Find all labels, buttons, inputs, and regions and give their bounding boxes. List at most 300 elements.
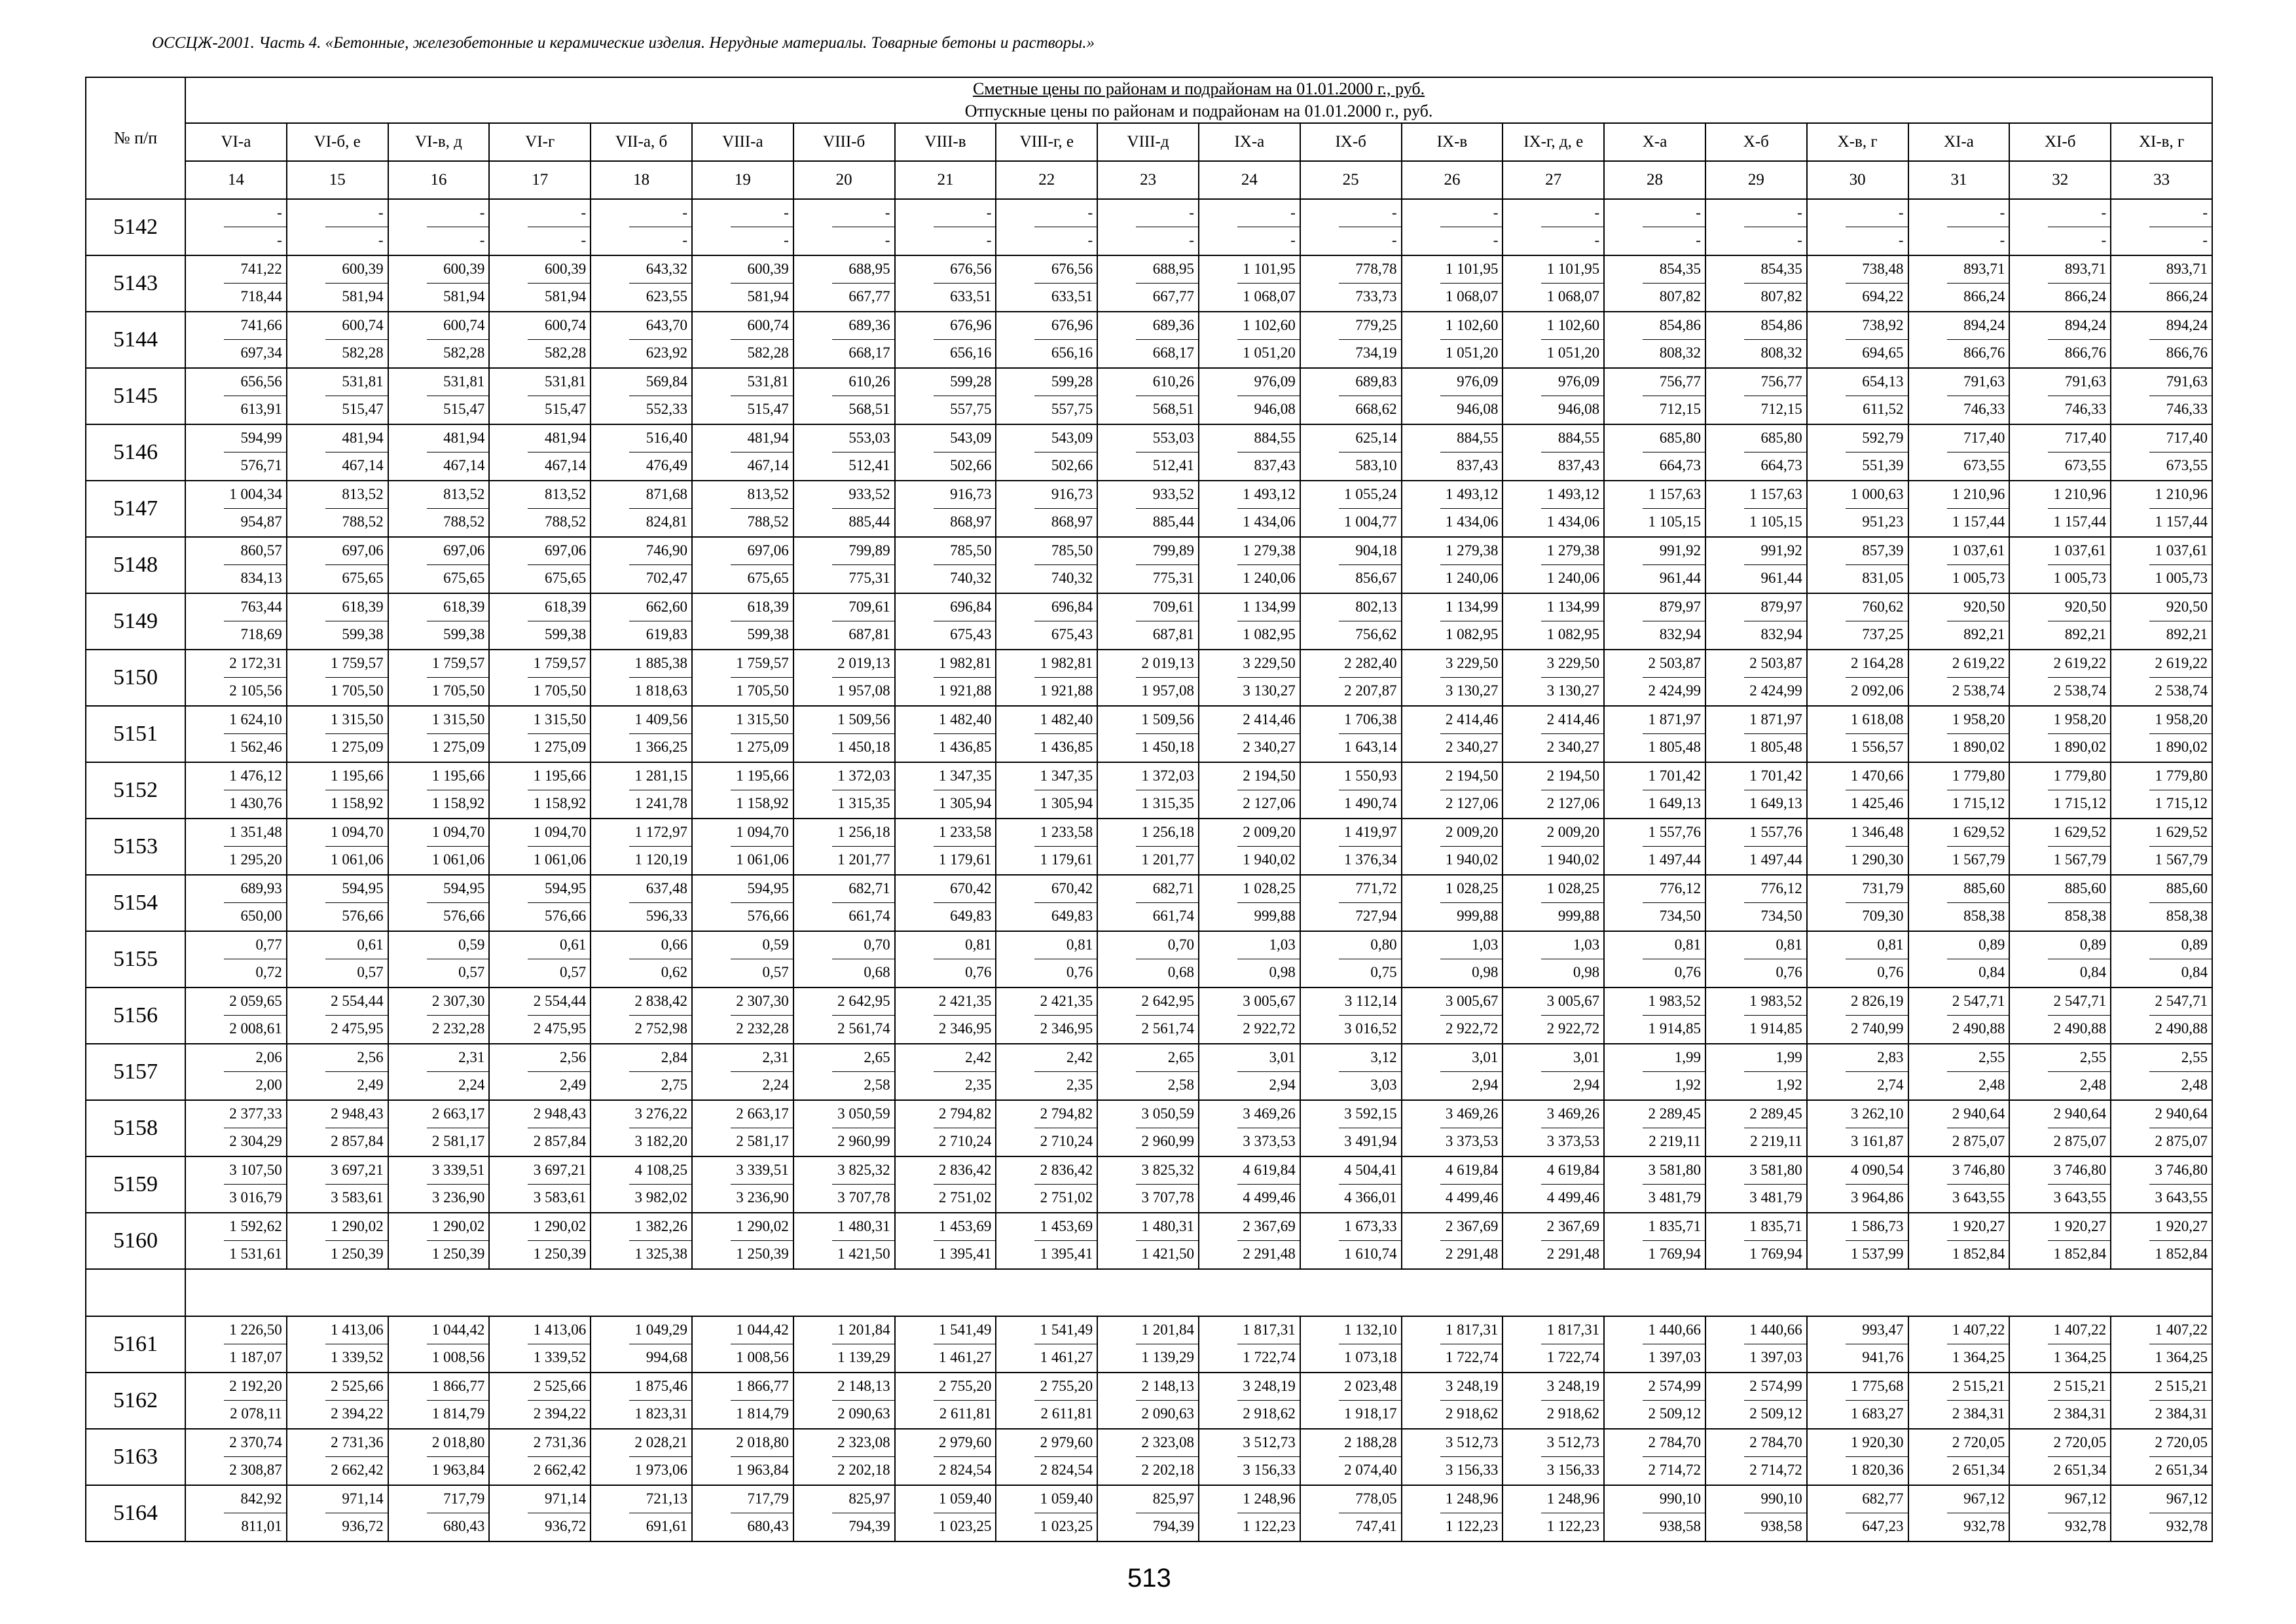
release-price: 3 373,53 <box>1445 1133 1499 1149</box>
price-cell <box>1402 875 1503 931</box>
price-cell <box>2009 1485 2111 1541</box>
price-cell <box>2009 931 2111 987</box>
column-number: 22 <box>996 161 1097 199</box>
price-cell <box>1199 424 1300 481</box>
release-price: 2 751,02 <box>1040 1189 1093 1206</box>
release-price: 1 068,07 <box>1546 288 1600 304</box>
table-title <box>185 77 2212 123</box>
price-cell <box>996 593 1097 650</box>
price-cell <box>1705 762 1807 819</box>
release-price: 1 814,79 <box>736 1405 789 1422</box>
release-price: 868,97 <box>950 513 992 530</box>
estimate-price: 2 367,69 <box>1445 1218 1499 1234</box>
release-price: - <box>1797 232 1802 248</box>
price-cell <box>1199 312 1300 368</box>
price-cell <box>1503 312 1604 368</box>
estimate-price: 1 059,40 <box>1040 1490 1093 1507</box>
release-price: 1 852,84 <box>2155 1246 2208 1262</box>
release-price: - <box>682 232 687 248</box>
price-cell <box>895 1373 996 1429</box>
release-price: 1 397,03 <box>1648 1349 1701 1365</box>
item-number: 5160 <box>86 1213 185 1269</box>
price-cell <box>185 706 287 762</box>
price-cell <box>591 424 692 481</box>
estimate-price: 1 281,15 <box>634 767 687 784</box>
release-price: 866,76 <box>1963 344 2005 361</box>
estimate-price: 791,63 <box>2064 373 2107 390</box>
row-number-header: № п/п <box>86 77 185 199</box>
release-price: 633,51 <box>950 288 992 304</box>
estimate-price: 689,93 <box>240 880 282 896</box>
release-price: 3 016,79 <box>229 1189 282 1206</box>
release-price: 1 890,02 <box>1952 739 2005 755</box>
release-price: 576,66 <box>544 908 587 924</box>
estimate-price: 3 512,73 <box>1445 1434 1499 1450</box>
price-cell <box>692 987 793 1044</box>
release-price: 1 158,92 <box>431 795 485 811</box>
price-cell <box>1199 1156 1300 1213</box>
estimate-price: 1 440,66 <box>1648 1321 1701 1338</box>
release-price: 1 421,50 <box>837 1246 890 1262</box>
estimate-price: 662,60 <box>646 599 687 615</box>
price-cell <box>185 1044 287 1100</box>
estimate-price: 682,71 <box>1152 880 1194 896</box>
price-cell <box>2009 819 2111 875</box>
estimate-price: 594,99 <box>240 430 282 446</box>
release-price: 2 611,81 <box>939 1405 992 1422</box>
release-price: 467,14 <box>747 457 789 473</box>
estimate-price: 1 279,38 <box>1243 542 1296 559</box>
estimate-price: 0,70 <box>864 936 890 953</box>
price-cell <box>2009 1156 2111 1213</box>
price-cell <box>287 1373 388 1429</box>
price-cell <box>2111 1213 2212 1269</box>
estimate-price: 1 673,33 <box>1344 1218 1397 1234</box>
estimate-price: 3 262,10 <box>1851 1105 1904 1122</box>
price-cell <box>2009 1044 2111 1100</box>
release-price: 3 156,33 <box>1445 1462 1499 1478</box>
price-cell <box>1503 1373 1604 1429</box>
release-price: 1 364,25 <box>1952 1349 2005 1365</box>
price-cell <box>1199 255 1300 312</box>
estimate-price: 1 586,73 <box>1851 1218 1904 1234</box>
estimate-price: 1 028,25 <box>1546 880 1600 896</box>
release-price: 1 918,17 <box>1344 1405 1397 1422</box>
region-header: XI-а <box>1908 123 2010 161</box>
release-price: 1 963,84 <box>431 1462 485 1478</box>
release-price: 1 082,95 <box>1243 626 1296 642</box>
estimate-price: 1 172,97 <box>634 824 687 840</box>
estimate-price: 0,89 <box>2181 936 2208 953</box>
price-cell <box>996 199 1097 255</box>
estimate-price: 4 619,84 <box>1243 1162 1296 1178</box>
estimate-price: 1 347,35 <box>938 767 992 784</box>
release-price: 576,66 <box>443 908 485 924</box>
estimate-price: 2 188,28 <box>1344 1434 1397 1450</box>
price-cell <box>2111 875 2212 931</box>
price-cell <box>1199 1316 1300 1373</box>
estimate-price: - <box>2101 204 2107 221</box>
estimate-price: - <box>1594 204 1600 221</box>
price-cell <box>895 650 996 706</box>
release-price: 2,24 <box>458 1077 485 1093</box>
release-price: 961,44 <box>1760 570 1802 586</box>
column-number: 27 <box>1503 161 1604 199</box>
price-cell <box>1300 987 1402 1044</box>
estimate-price: 717,79 <box>747 1490 789 1507</box>
release-price: 515,47 <box>443 401 485 417</box>
price-cell <box>1097 1485 1199 1541</box>
release-price: 746,33 <box>1963 401 2005 417</box>
price-cell <box>2111 1316 2212 1373</box>
estimate-price: 1 958,20 <box>1952 711 2005 728</box>
price-cell <box>692 1044 793 1100</box>
release-price: 647,23 <box>1862 1518 1904 1534</box>
estimate-price: 3 005,67 <box>1445 993 1499 1009</box>
price-cell <box>692 819 793 875</box>
estimate-price: 2 525,66 <box>533 1378 587 1394</box>
estimate-price: 2,55 <box>1978 1049 2005 1065</box>
estimate-price: 1 983,52 <box>1749 993 1802 1009</box>
release-price: 667,77 <box>848 288 890 304</box>
price-cell <box>591 593 692 650</box>
price-cell <box>1199 481 1300 537</box>
release-price: 788,52 <box>342 513 384 530</box>
estimate-price: 1 094,70 <box>533 824 587 840</box>
price-cell <box>287 537 388 593</box>
release-price: 1 430,76 <box>229 795 282 811</box>
price-cell <box>996 424 1097 481</box>
price-cell <box>1097 1156 1199 1213</box>
blank-cell <box>86 1269 185 1316</box>
estimate-price: 2 642,95 <box>1141 993 1194 1009</box>
release-price: 1 421,50 <box>1141 1246 1194 1262</box>
price-cell <box>388 368 490 424</box>
estimate-price: 2 370,74 <box>229 1434 282 1450</box>
estimate-price: 1 493,12 <box>1546 486 1600 502</box>
estimate-price: 1 037,61 <box>2053 542 2107 559</box>
estimate-price: 676,56 <box>950 261 992 277</box>
release-price: 623,55 <box>646 288 687 304</box>
release-price: 1 395,41 <box>1040 1246 1093 1262</box>
release-price: 467,14 <box>342 457 384 473</box>
price-cell <box>895 199 996 255</box>
release-price: 2 008,61 <box>229 1020 282 1037</box>
price-cell <box>1807 255 1908 312</box>
estimate-price: - <box>581 204 587 221</box>
release-price: 938,58 <box>1659 1518 1701 1534</box>
release-price: 1 250,39 <box>431 1246 485 1262</box>
estimate-price: 1 210,96 <box>2155 486 2208 502</box>
price-cell <box>1705 593 1807 650</box>
price-cell <box>895 987 996 1044</box>
release-price: 2 202,18 <box>1141 1462 1194 1478</box>
release-price: 775,31 <box>848 570 890 586</box>
release-price: 2 875,07 <box>2053 1133 2107 1149</box>
estimate-price: 1 920,27 <box>1952 1218 2005 1234</box>
price-cell <box>388 593 490 650</box>
estimate-price: - <box>1999 204 2005 221</box>
price-cell <box>996 987 1097 1044</box>
estimate-price: 2 515,21 <box>2155 1378 2208 1394</box>
release-price: 2 291,48 <box>1243 1246 1296 1262</box>
release-price: 1 434,06 <box>1445 513 1499 530</box>
release-price: 941,76 <box>1862 1349 1904 1365</box>
estimate-price: 4 619,84 <box>1445 1162 1499 1178</box>
estimate-price: 1 195,66 <box>533 767 587 784</box>
release-price: 712,15 <box>1659 401 1701 417</box>
release-price: 2 308,87 <box>229 1462 282 1478</box>
price-table <box>85 77 2213 1542</box>
price-cell <box>996 1429 1097 1485</box>
estimate-price: 1 701,42 <box>1648 767 1701 784</box>
price-cell <box>1199 875 1300 931</box>
estimate-price: - <box>2202 204 2208 221</box>
estimate-price: 1 134,99 <box>1243 599 1296 615</box>
release-price: 856,67 <box>1355 570 1397 586</box>
release-price: 2 340,27 <box>1445 739 1499 755</box>
price-cell <box>591 1316 692 1373</box>
release-price: 3 481,79 <box>1648 1189 1701 1206</box>
estimate-price: 689,36 <box>1152 317 1194 333</box>
release-price: 664,73 <box>1760 457 1802 473</box>
estimate-price: 904,18 <box>1355 542 1397 559</box>
estimate-price: 600,74 <box>443 317 485 333</box>
price-cell <box>1807 987 1908 1044</box>
estimate-price: 3 469,26 <box>1546 1105 1600 1122</box>
region-header: IX-б <box>1300 123 1402 161</box>
estimate-price: 1 701,42 <box>1749 767 1802 784</box>
estimate-price: - <box>378 204 384 221</box>
estimate-price: 3 339,51 <box>431 1162 485 1178</box>
price-cell <box>1705 1373 1807 1429</box>
release-price: 1 241,78 <box>634 795 687 811</box>
release-price: 1 805,48 <box>1749 739 1802 755</box>
estimate-price: 738,92 <box>1862 317 1904 333</box>
estimate-price: 813,52 <box>342 486 384 502</box>
price-cell <box>185 537 287 593</box>
estimate-price: 2 663,17 <box>431 1105 485 1122</box>
price-cell <box>1097 875 1199 931</box>
price-cell <box>895 481 996 537</box>
price-cell <box>793 593 895 650</box>
estimate-price: 697,06 <box>747 542 789 559</box>
release-price: 515,47 <box>342 401 384 417</box>
estimate-price: 1 351,48 <box>229 824 282 840</box>
price-cell <box>591 537 692 593</box>
estimate-price: 3 581,80 <box>1749 1162 1802 1178</box>
release-price: 675,43 <box>950 626 992 642</box>
price-cell <box>996 1485 1097 1541</box>
release-price: 2 509,12 <box>1648 1405 1701 1422</box>
item-number: 5153 <box>86 819 185 875</box>
release-price: 2 394,22 <box>533 1405 587 1422</box>
price-cell <box>591 368 692 424</box>
release-price: 2 561,74 <box>837 1020 890 1037</box>
estimate-price: 1 453,69 <box>938 1218 992 1234</box>
release-price: 467,14 <box>544 457 587 473</box>
release-price: - <box>378 232 384 248</box>
region-header: X-в, г <box>1807 123 1908 161</box>
estimate-price: 3 512,73 <box>1243 1434 1296 1450</box>
column-number: 20 <box>793 161 895 199</box>
estimate-price: 1 290,02 <box>331 1218 384 1234</box>
price-cell <box>1705 706 1807 762</box>
release-price: 2 581,17 <box>431 1133 485 1149</box>
price-cell <box>996 481 1097 537</box>
release-price: 747,41 <box>1355 1518 1397 1534</box>
price-cell <box>1908 537 2010 593</box>
release-price: 1 940,02 <box>1445 851 1499 868</box>
item-number: 5152 <box>86 762 185 819</box>
release-price: 2 824,54 <box>938 1462 992 1478</box>
estimate-price: 3 229,50 <box>1546 655 1600 671</box>
estimate-price: 0,81 <box>1776 936 1802 953</box>
estimate-price: 3 746,80 <box>2155 1162 2208 1178</box>
release-price: 892,21 <box>2064 626 2107 642</box>
release-price: 3 643,55 <box>1952 1189 2005 1206</box>
release-prices-title: Отпускные цены по районам и подрайонам на 01.01.2000 г., руб. <box>964 101 1433 120</box>
price-cell <box>2111 537 2212 593</box>
release-price: 1 139,29 <box>837 1349 890 1365</box>
price-cell <box>1300 1044 1402 1100</box>
estimate-price: 860,57 <box>240 542 282 559</box>
release-price: 583,10 <box>1355 457 1397 473</box>
release-price: 1,92 <box>1674 1077 1701 1093</box>
price-cell <box>1402 819 1503 875</box>
region-header: VIII-д <box>1097 123 1199 161</box>
region-header: VIII-г, е <box>996 123 1097 161</box>
estimate-price: 1 920,27 <box>2053 1218 2107 1234</box>
price-cell <box>388 1373 490 1429</box>
release-price: 1 158,92 <box>331 795 384 811</box>
estimate-price: 481,94 <box>544 430 587 446</box>
release-price: 1 051,20 <box>1243 344 1296 361</box>
estimate-price: 990,10 <box>1760 1490 1802 1507</box>
estimate-price: 2 794,82 <box>1040 1105 1093 1122</box>
estimate-price: 1 028,25 <box>1445 880 1499 896</box>
estimate-price: 721,13 <box>646 1490 687 1507</box>
price-cell <box>1705 481 1807 537</box>
release-price: 2 918,62 <box>1445 1405 1499 1422</box>
price-cell <box>996 1316 1097 1373</box>
price-cell <box>185 987 287 1044</box>
release-price: 2 960,99 <box>1141 1133 1194 1149</box>
release-price: 2 509,12 <box>1749 1405 1802 1422</box>
regions-row <box>86 123 2212 161</box>
price-cell <box>1402 987 1503 1044</box>
release-price: 1 073,18 <box>1344 1349 1397 1365</box>
release-price: 1 497,44 <box>1648 851 1701 868</box>
price-cell <box>2111 593 2212 650</box>
release-price: 1 425,46 <box>1851 795 1904 811</box>
estimate-price: 2 826,19 <box>1851 993 1904 1009</box>
estimate-price: 531,81 <box>443 373 485 390</box>
price-cell <box>1097 1044 1199 1100</box>
price-cell <box>2009 199 2111 255</box>
estimate-price: 656,56 <box>240 373 282 390</box>
estimate-price: 1 482,40 <box>1040 711 1093 728</box>
price-cell <box>591 199 692 255</box>
price-cell <box>793 1044 895 1100</box>
release-price: 2 561,74 <box>1141 1020 1194 1037</box>
estimate-price: - <box>1797 204 1802 221</box>
estimate-price: 1 101,95 <box>1243 261 1296 277</box>
estimate-price: 854,35 <box>1659 261 1701 277</box>
estimate-price: 3 050,59 <box>1141 1105 1194 1122</box>
release-price: 951,23 <box>1862 513 1904 530</box>
release-price: 2,00 <box>255 1077 282 1093</box>
release-price: 2,58 <box>1167 1077 1194 1093</box>
region-header: X-б <box>1705 123 1807 161</box>
price-cell <box>1705 875 1807 931</box>
price-cell <box>1300 1316 1402 1373</box>
estimate-price: 2 164,28 <box>1851 655 1904 671</box>
price-cell <box>895 875 996 931</box>
release-price: 866,24 <box>1963 288 2005 304</box>
estimate-price: 771,72 <box>1355 880 1397 896</box>
estimate-price: 1 233,58 <box>1040 824 1093 840</box>
price-cell <box>1199 650 1300 706</box>
price-cell <box>996 368 1097 424</box>
price-cell <box>1503 1316 1604 1373</box>
estimate-price: 1 409,56 <box>634 711 687 728</box>
price-cell <box>1503 199 1604 255</box>
estimate-price: 1 372,03 <box>1141 767 1194 784</box>
estimate-price: 1 201,84 <box>1141 1321 1194 1338</box>
price-cell <box>1199 819 1300 875</box>
price-cell <box>1807 875 1908 931</box>
price-cell <box>895 1100 996 1156</box>
release-price: - <box>784 232 789 248</box>
estimate-price: 1 347,35 <box>1040 767 1093 784</box>
price-cell <box>591 312 692 368</box>
release-price: 954,87 <box>240 513 282 530</box>
estimate-price: 776,12 <box>1760 880 1802 896</box>
price-cell <box>1199 537 1300 593</box>
estimate-price: 2 755,20 <box>938 1378 992 1394</box>
price-cell <box>388 424 490 481</box>
price-cell <box>2111 424 2212 481</box>
release-price: - <box>1391 232 1397 248</box>
price-cell <box>793 1213 895 1269</box>
release-price: - <box>479 232 485 248</box>
price-cell <box>1908 255 2010 312</box>
estimate-price: 2 059,65 <box>229 993 282 1009</box>
release-price: 2 875,07 <box>1952 1133 2005 1149</box>
price-cell <box>185 1485 287 1541</box>
estimate-price: 1 132,10 <box>1344 1321 1397 1338</box>
release-price: 866,24 <box>2166 288 2208 304</box>
price-cell <box>1604 1429 1705 1485</box>
price-cell <box>2009 593 2111 650</box>
price-cell <box>2009 1316 2111 1373</box>
price-cell <box>591 1429 692 1485</box>
estimate-price: 682,71 <box>848 880 890 896</box>
estimate-price: 1 157,63 <box>1749 486 1802 502</box>
price-cell <box>287 481 388 537</box>
estimate-price: 3 050,59 <box>837 1105 890 1122</box>
price-cell <box>996 255 1097 312</box>
release-price: 697,34 <box>240 344 282 361</box>
release-price: 831,05 <box>1862 570 1904 586</box>
estimate-price: 791,63 <box>1963 373 2005 390</box>
price-cell <box>895 255 996 312</box>
release-price: - <box>277 232 282 248</box>
estimate-price: 689,83 <box>1355 373 1397 390</box>
estimate-price: 1 413,06 <box>331 1321 384 1338</box>
release-price: 687,81 <box>848 626 890 642</box>
